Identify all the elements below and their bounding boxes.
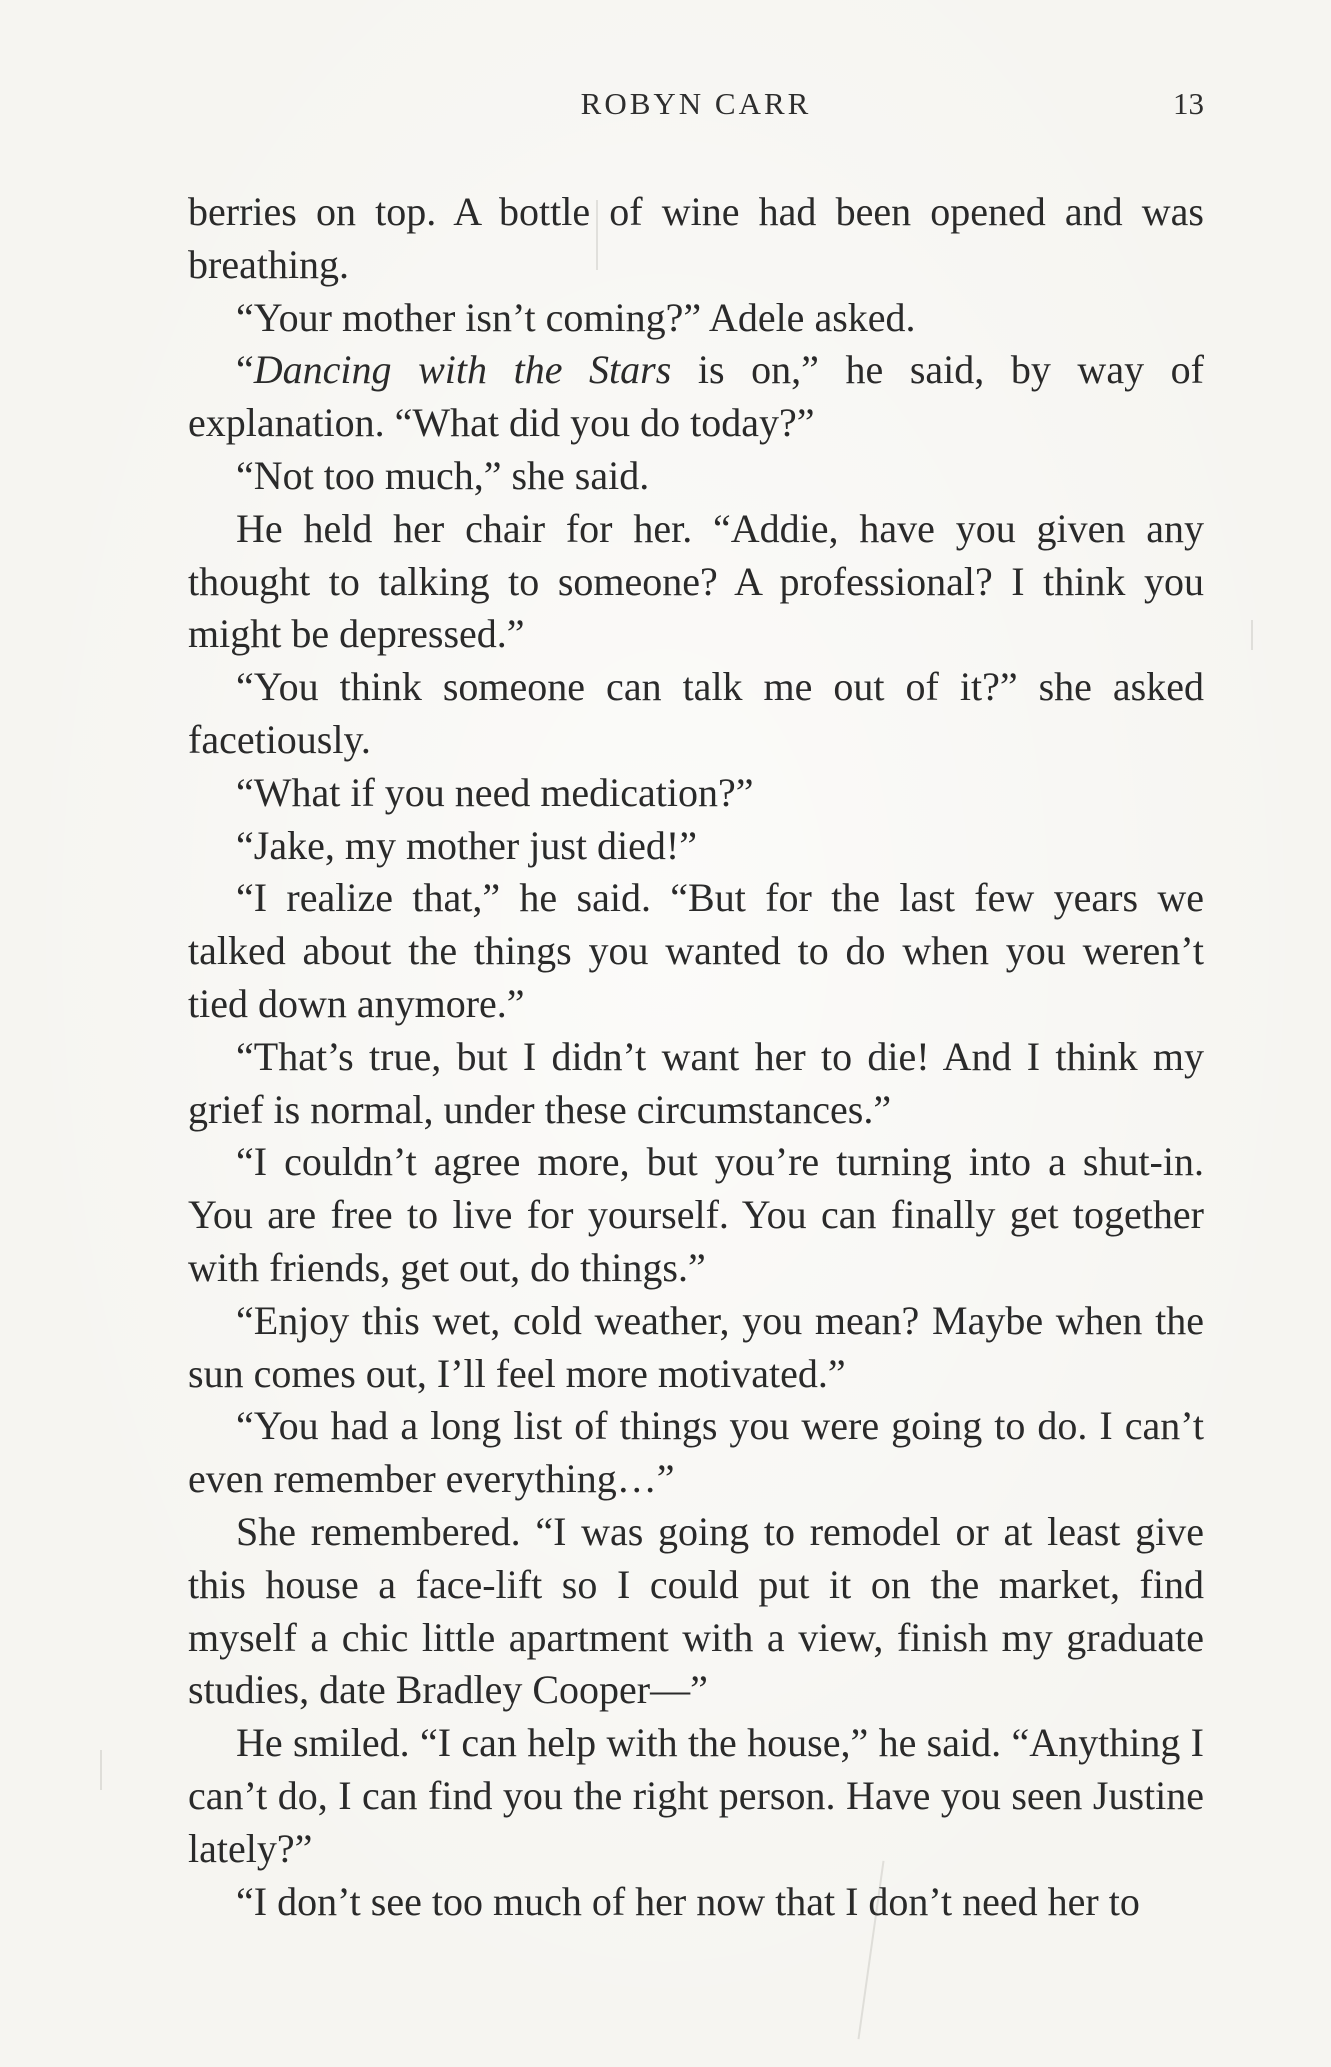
paragraph: He held her chair for her. “Addie, have you given any thought to talking to someone? A professional? I think you might be depressed.” bbox=[188, 505, 1204, 657]
paragraph: “That’s true, but I didn’t want her to die! And I think my grief is normal, under these circumstances.” bbox=[188, 1033, 1204, 1132]
paragraph: berries on top. A bottle of wine had been opened and was breathing. bbox=[188, 189, 1204, 287]
running-title: ROBYN CARR bbox=[580, 86, 812, 121]
paragraph: “Jake, my mother just died!” bbox=[236, 822, 697, 868]
scan-artifact bbox=[100, 1750, 102, 1790]
paragraph: “I don’t see too much of her now that I don’t need her to bbox=[236, 1878, 1140, 1924]
body-text bbox=[188, 186, 1204, 1928]
paragraph: “Enjoy this wet, cold weather, you mean? Maybe when the sun comes out, I’ll feel more motivated.” bbox=[188, 1297, 1204, 1396]
paragraph: “Not too much,” she said. bbox=[236, 452, 650, 498]
page-number: 13 bbox=[1173, 86, 1204, 121]
running-head bbox=[188, 86, 1204, 136]
paragraph: “What if you need medication?” bbox=[236, 769, 754, 815]
scan-artifact bbox=[596, 200, 598, 270]
paragraph: She remembered. “I was going to remodel or at least give this house a face-lift so I could put it on the market, find myself a chic little apartment with a view, finish my graduate studies, date Bradley Cooper—” bbox=[188, 1508, 1204, 1713]
paragraph: He smiled. “I can help with the house,” he said. “Anything I can’t do, I can find you the right person. Have you seen Justine lately?” bbox=[188, 1720, 1204, 1871]
paragraph: “Dancing with the Stars is on,” he said, by way of explanation. “What did you do today?” bbox=[188, 347, 1204, 446]
paragraph: “I couldn’t agree more, but you’re turning into a shut-in. You are free to live for yourself. You can finally get together with friends, get out, do things.” bbox=[188, 1139, 1204, 1290]
scan-artifact bbox=[1251, 620, 1253, 650]
paragraph: “You had a long list of things you were going to do. I can’t even remember everything…” bbox=[188, 1403, 1204, 1502]
paragraph: “I realize that,” he said. “But for the last few years we talked about the things you wanted to do when you weren’t tied down anymore.” bbox=[188, 875, 1204, 1026]
paragraph: “You think someone can talk me out of it?” she asked facetiously. bbox=[188, 664, 1204, 762]
paragraph: “Your mother isn’t coming?” Adele asked. bbox=[236, 294, 916, 340]
show-title: Dancing with the Stars bbox=[253, 347, 672, 393]
